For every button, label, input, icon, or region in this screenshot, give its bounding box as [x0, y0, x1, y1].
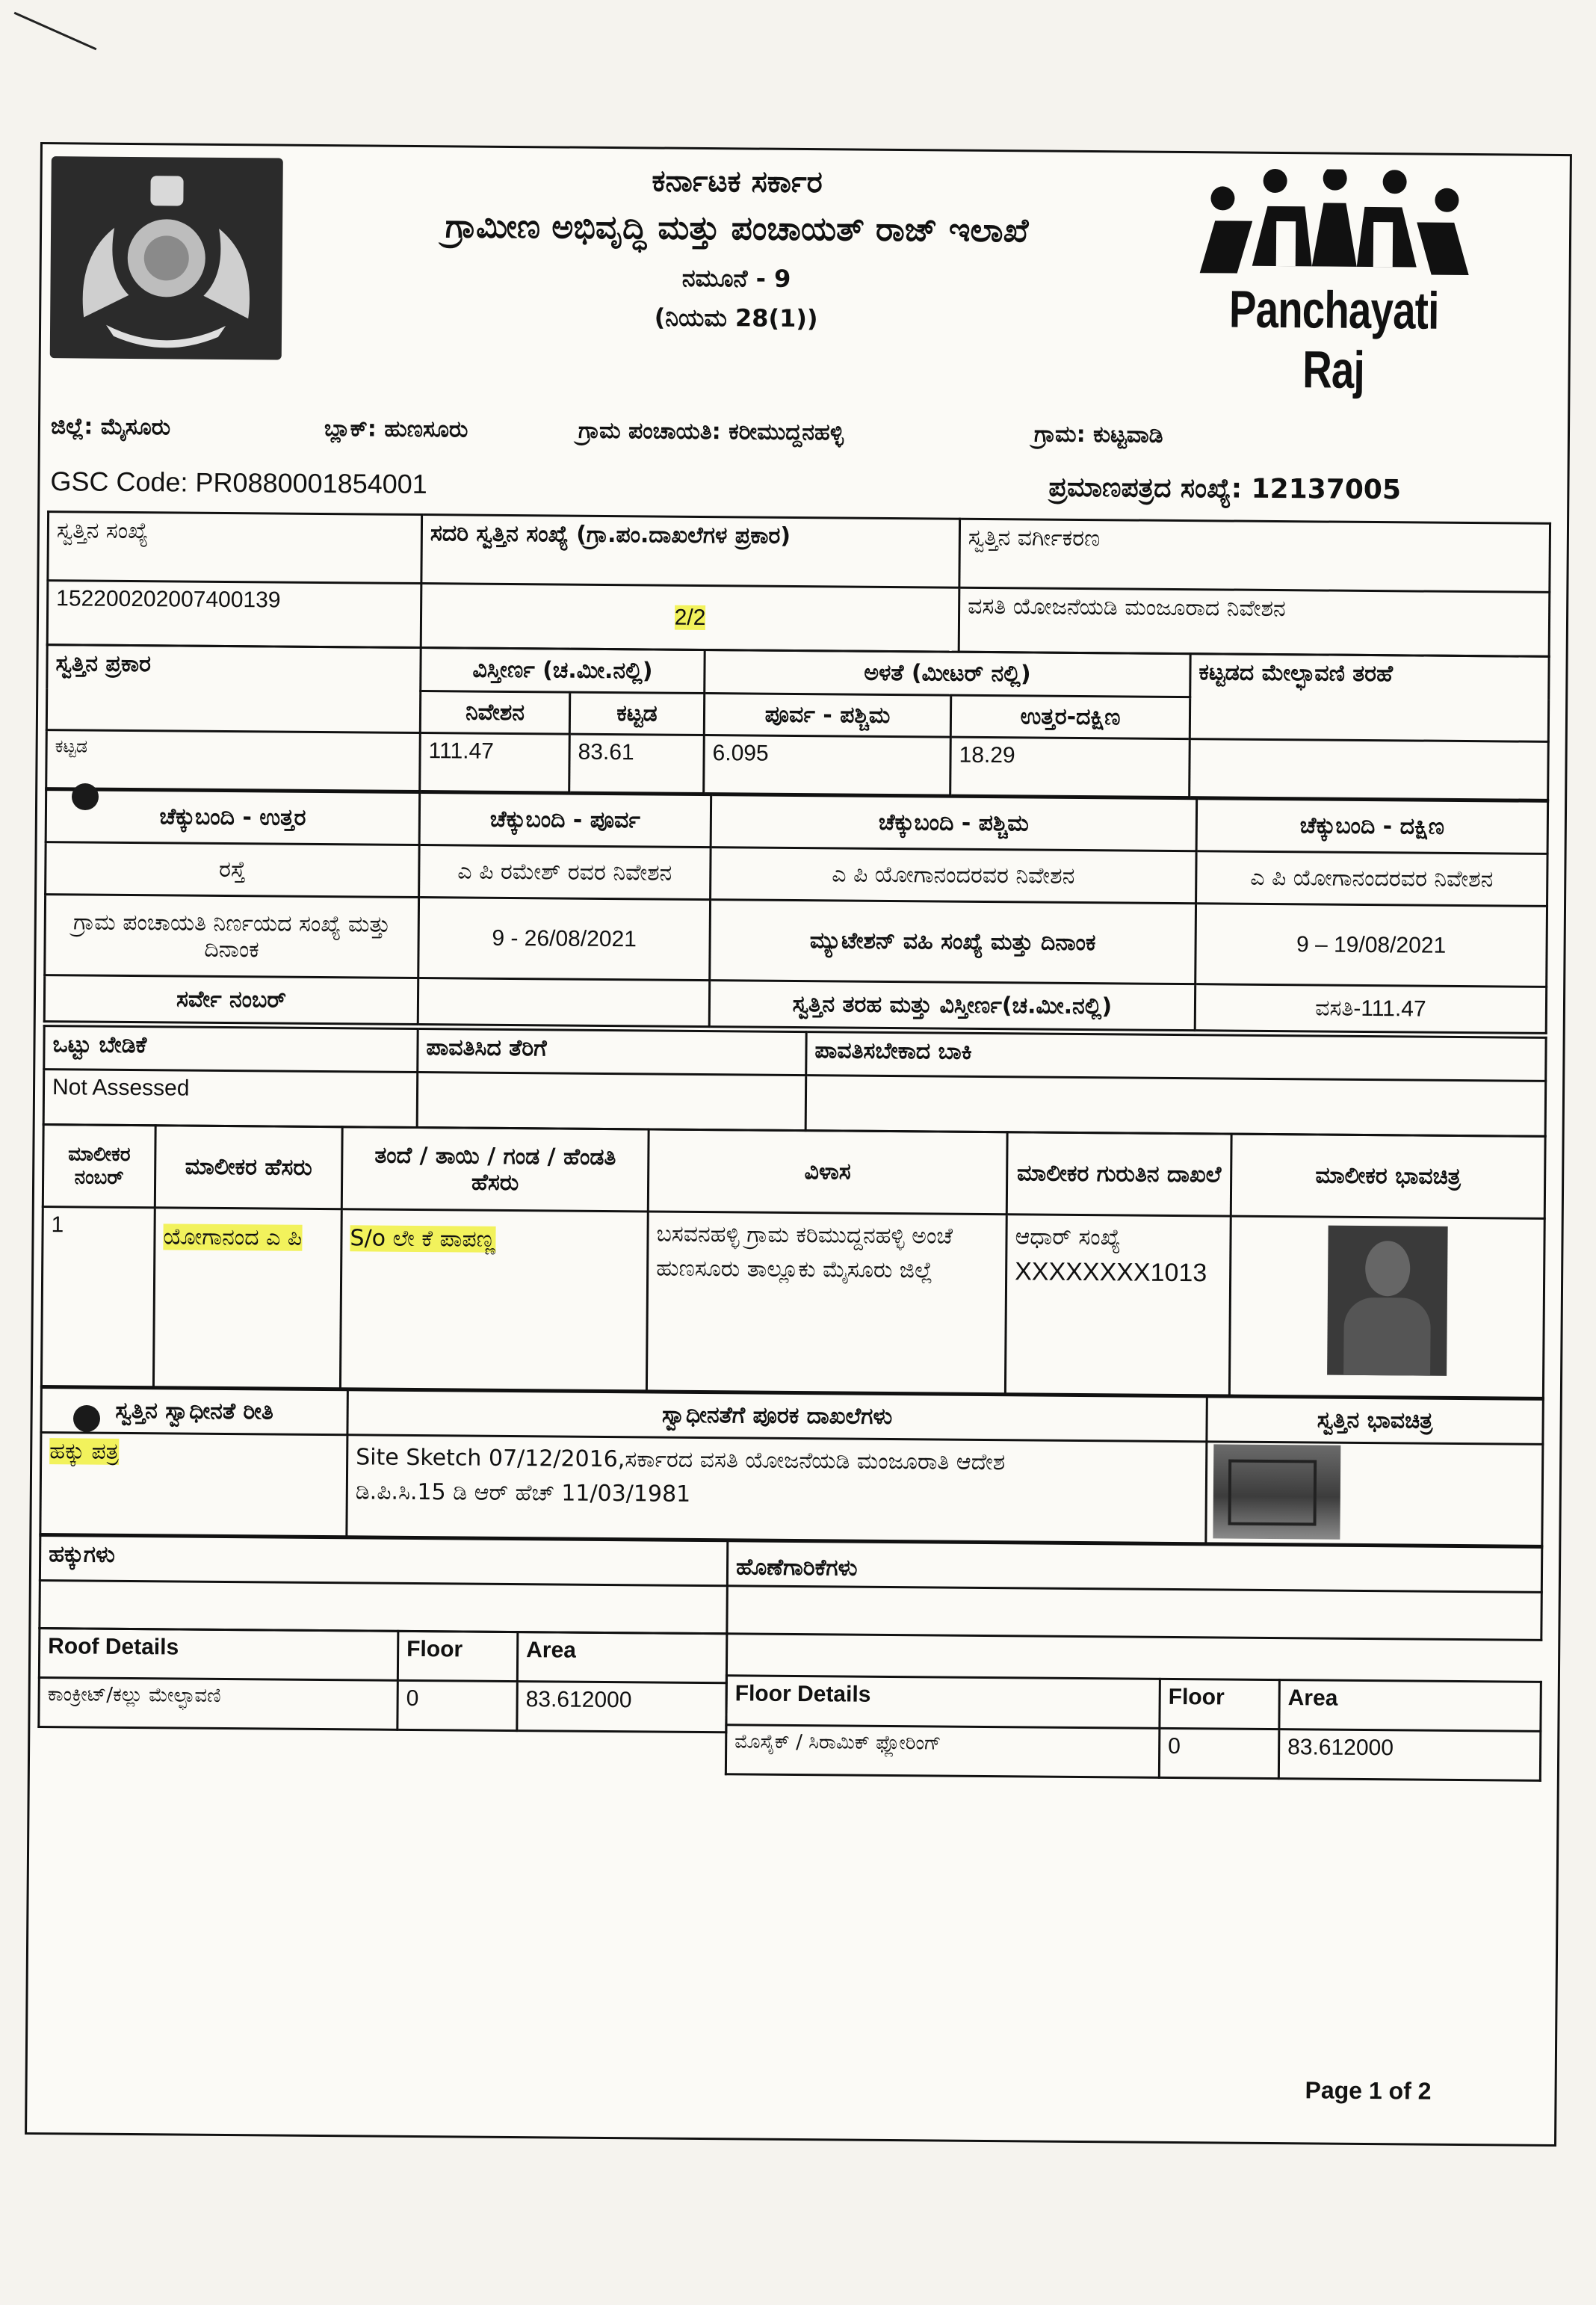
govt-title: ಕರ್ನಾಟಕ ಸರ್ಕಾರ	[652, 164, 823, 200]
west-boundary-value: ಎ ಪಿ ಯೋಗಾನಂದರವರ ನಿವೇಶನ	[711, 848, 1197, 904]
property-id-label: ಸ್ವತ್ತಿನ ಸಂಖ್ಯೆ	[48, 512, 422, 584]
property-class-label: ಸ್ವತ್ತಿನ ವರ್ಗೀಕರಣ	[959, 519, 1550, 592]
east-west-value: 6.095	[704, 735, 951, 796]
property-photo-cell	[1206, 1442, 1543, 1546]
pen-mark	[14, 12, 97, 51]
panchayati-raj-logo	[1176, 168, 1491, 401]
property-id-value: 152200202007400139	[47, 581, 421, 648]
tax-table	[43, 1025, 1547, 1138]
document-header	[362, 161, 1111, 336]
floor-type-value: ಮೊಸೈಕ್ / ಸಿರಾಮಿಕ್ ಫ್ಲೋರಿಂಗ್	[726, 1725, 1160, 1778]
certificate-number: ಪ್ರಮಾಣಪತ್ರದ ಸಂಖ್ಯೆ: 12137005	[1048, 472, 1402, 506]
north-south-value: 18.29	[950, 737, 1190, 797]
liabilities-label: ಹೊಣೆಗಾರಿಕೆಗಳು	[727, 1541, 1541, 1593]
property-photo-label: ಸ್ವತ್ತಿನ ಭಾವಚಿತ್ರ	[1207, 1397, 1543, 1445]
total-demand-label: ಒಟ್ಟು ಬೇಡಿಕೆ	[44, 1026, 418, 1073]
rights-label: ಹಕ್ಕುಗಳು	[40, 1536, 727, 1586]
acquisition-mode-value: ಹಕ್ಕು ಪತ್ರ	[40, 1433, 347, 1537]
floor-details-table	[725, 1674, 1542, 1782]
gp-resolution-label: ಗ್ರಾಮ ಪಂಚಾಯತಿ ನಿರ್ಣಯದ ಸಂಖ್ಯೆ ಮತ್ತು ದಿನಾಂಕ	[45, 895, 419, 978]
survey-number-value	[418, 978, 709, 1027]
property-kind-value: ವಸತಿ-111.47	[1195, 984, 1546, 1034]
department-title: ಗ್ರಾಮೀಣ ಅಭಿವೃದ್ಧಿ ಮತ್ತು ಪಂಚಾಯತ್ ರಾಜ್ ಇಲಾಖೆ	[445, 207, 1029, 250]
roof-area-value: 83.612000	[517, 1682, 727, 1732]
property-type-value: ಕಟ್ಟಡ	[46, 730, 421, 792]
block: ಬ್ಲಾಕ್: ಹುಣಸೂರು	[324, 415, 468, 443]
north-boundary-value: ರಸ್ತೆ	[46, 842, 420, 898]
supporting-docs-label: ಸ್ವಾಧೀನತೆಗೆ ಪೂರಕ ದಾಖಲೆಗಳು	[347, 1390, 1207, 1442]
acquisition-table	[39, 1386, 1544, 1547]
punch-hole	[73, 1405, 100, 1432]
property-type-label: ಸ್ವತ್ತಿನ ಪ್ರಕಾರ	[46, 645, 421, 733]
owner-address: ಬಸವನಹಳ್ಳಿ ಗ್ರಾಮ ಕರಿಮುದ್ದನಹಳ್ಳಿ ಅಂಚೆ ಹುಣಸೂರು ತಾಲ್ಲೂಕು ಮೈಸೂರು ಜಿಲ್ಲೆ	[646, 1212, 1006, 1394]
old-property-id-label: ಸದರಿ ಸ್ವತ್ತಿನ ಸಂಖ್ಯೆ (ಗ್ರಾ.ಪಂ.ದಾಖಲೆಗಳ ಪ್ರಕಾರ)	[421, 515, 960, 588]
building-label: ಕಟ್ಟಡ	[569, 692, 704, 735]
north-boundary-label: ಚೆಕ್ಕುಬಂದಿ - ಉತ್ತರ	[46, 790, 420, 845]
owner-photo-label: ಮಾಲೀಕರ ಭಾವಚಿತ್ರ	[1231, 1134, 1545, 1218]
karnataka-emblem-icon	[50, 156, 283, 360]
area-label: ವಿಸ್ತೀರ್ಣ (ಚ.ಮೀ.ನಲ್ಲಿ)	[421, 648, 705, 694]
property-identity-table	[46, 510, 1551, 658]
page-number: Page 1 of 2	[1305, 2076, 1432, 2105]
gp-resolution-value: 9 - 26/08/2021	[418, 898, 711, 981]
balance-due-label: ಪಾವತಿಸಬೇಕಾದ ಬಾಕಿ	[806, 1032, 1546, 1081]
form-number: ನಮೂನೆ - 9	[681, 263, 791, 293]
supporting-docs-line-2: ಡಿ.ಪಿ.ಸಿ.15 ಡಿ ಆರ್ ಹೆಚ್ 11/03/1981	[355, 1478, 691, 1508]
floor-floor-label: Floor	[1160, 1679, 1280, 1729]
rights-value	[40, 1581, 727, 1634]
boundaries-table	[43, 789, 1549, 1034]
relation-name: S/o ಲೇ ಕೆ ಪಾಪಣ್ಣ	[340, 1209, 648, 1391]
form-9-document	[25, 142, 1572, 2147]
property-kind-label: ಸ್ವತ್ತಿನ ತರಹ ಮತ್ತು ವಿಸ್ತೀರ್ಣ(ಚ.ಮೀ.ನಲ್ಲಿ)	[709, 981, 1195, 1031]
rights-table	[38, 1534, 1543, 1641]
acquisition-mode-label: ಸ್ವತ್ತಿನ ಸ್ವಾಧೀನತೆ ರೀತಿ	[41, 1388, 347, 1435]
floor-area-label: Area	[1279, 1680, 1541, 1732]
dimensions-table	[45, 644, 1550, 801]
south-boundary-label: ಚೆಕ್ಕುಬಂದಿ - ದಕ್ಷಿಣ	[1196, 799, 1548, 854]
floor-area-value: 83.612000	[1278, 1729, 1541, 1781]
mutation-register-value: 9 – 19/08/2021	[1196, 904, 1547, 987]
floor-details-title: Floor Details	[726, 1676, 1160, 1729]
relation-name-label: ತಂದೆ / ತಾಯಿ / ಗಂಡ / ಹೆಂಡತಿ ಹೆಸರು	[341, 1127, 649, 1212]
roof-area-label: Area	[517, 1632, 727, 1683]
old-property-id-value: 2/2	[421, 584, 959, 652]
roof-type-value	[1190, 739, 1549, 800]
total-demand-value: Not Assessed	[43, 1070, 418, 1128]
east-boundary-label: ಚೆಕ್ಕುಬಂದಿ - ಪೂರ್ವ	[419, 793, 711, 848]
gsc-code: GSC Code: PR0880001854001	[50, 466, 427, 500]
east-west-label: ಪೂರ್ವ - ಪಶ್ಚಿಮ	[704, 694, 950, 738]
owner-photo-cell	[1229, 1216, 1544, 1398]
roof-floor-label: Floor	[398, 1631, 518, 1681]
roof-details-table	[37, 1627, 728, 1733]
owner-number: 1	[41, 1207, 155, 1387]
owner-number-label: ಮಾಲೀಕರ ನಂಬರ್	[43, 1125, 155, 1208]
property-class-value: ವಸತಿ ಯೋಜನೆಯಡಿ ಮಂಜೂರಾದ ನಿವೇಶನ	[959, 587, 1550, 656]
roof-type-value: ಕಾಂಕ್ರೀಟ್/ಕಲ್ಲು ಮೇಲ್ಛಾವಣಿ	[39, 1678, 398, 1730]
supporting-docs-value	[347, 1435, 1207, 1543]
id-number: XXXXXXXX1013	[1015, 1257, 1207, 1288]
id-type: ಆಧಾರ್ ಸಂಖ್ಯೆ	[1015, 1224, 1121, 1251]
logo-text: Panchayati Raj	[1228, 280, 1439, 399]
roof-floor-value: 0	[398, 1680, 518, 1730]
survey-number-label: ಸರ್ವೇ ನಂಬರ್	[44, 975, 418, 1025]
district: ಜಿಲ್ಲೆ: ಮೈಸೂರು	[50, 413, 171, 441]
west-boundary-label: ಚೆಕ್ಕುಬಂದಿ - ಪಶ್ಚಿಮ	[711, 795, 1197, 851]
village: ಗ್ರಾಮ: ಕುಟ್ಟವಾಡಿ	[1033, 421, 1163, 448]
roof-details-title: Roof Details	[39, 1629, 398, 1681]
balance-due-value	[805, 1076, 1546, 1137]
address-label: ವಿಳಾಸ	[648, 1129, 1007, 1215]
owner-photo	[1327, 1226, 1448, 1376]
mutation-register-label: ಮ್ಯುಟೇಶನ್ ವಹಿ ಸಂಖ್ಯೆ ಮತ್ತು ದಿನಾಂಕ	[710, 900, 1196, 984]
gram-panchayat: ಗ್ರಾಮ ಪಂಚಾಯತಿ: ಕರೀಮುದ್ದನಹಳ್ಳಿ	[578, 417, 844, 446]
tax-paid-label: ಪಾವತಿಸಿದ ತೆರಿಗೆ	[418, 1029, 806, 1076]
south-boundary-value: ಎ ಪಿ ಯೋಗಾನಂದರವರ ನಿವೇಶನ	[1196, 851, 1548, 907]
building-area-value: 83.61	[569, 734, 705, 793]
tax-paid-value	[417, 1073, 806, 1131]
liabilities-value	[727, 1586, 1541, 1641]
north-south-label: ಉತ್ತರ-ದಕ್ಷಿಣ	[950, 695, 1190, 739]
rule-reference: (ನಿಯಮ 28(1))	[654, 303, 818, 333]
people-group-icon	[1193, 168, 1477, 283]
owner-name: ಯೋಗಾನಂದ ಎ ಪಿ	[153, 1208, 341, 1389]
site-label: ನಿವೇಶನ	[420, 691, 569, 735]
property-photo	[1213, 1444, 1340, 1539]
roof-type-label: ಕಟ್ಟಡದ ಮೇಲ್ಛಾವಣಿ ತರಹೆ	[1190, 654, 1549, 742]
owner-name-label: ಮಾಲೀಕರ ಹೆಸರು	[155, 1126, 342, 1209]
punch-hole	[72, 783, 99, 810]
owner-id-document	[1005, 1215, 1231, 1395]
floor-floor-value: 0	[1159, 1728, 1279, 1778]
east-boundary-value: ಎ ಪಿ ರಮೇಶ್ ರವರ ನಿವೇಶನ	[419, 845, 711, 900]
site-area-value: 111.47	[420, 733, 570, 793]
owner-table	[40, 1123, 1547, 1399]
supporting-docs-line-1: Site Sketch 07/12/2016,ಸರ್ಕಾರದ ವಸತಿ ಯೋಜನೆಯಡಿ ಮಂಜೂರಾತಿ ಆದೇಶ	[356, 1444, 1006, 1476]
measurement-label: ಅಳತೆ (ಮೀಟರ್ ನಲ್ಲಿ)	[705, 650, 1190, 697]
owner-id-label: ಮಾಲೀಕರ ಗುರುತಿನ ದಾಖಲೆ	[1006, 1132, 1231, 1216]
